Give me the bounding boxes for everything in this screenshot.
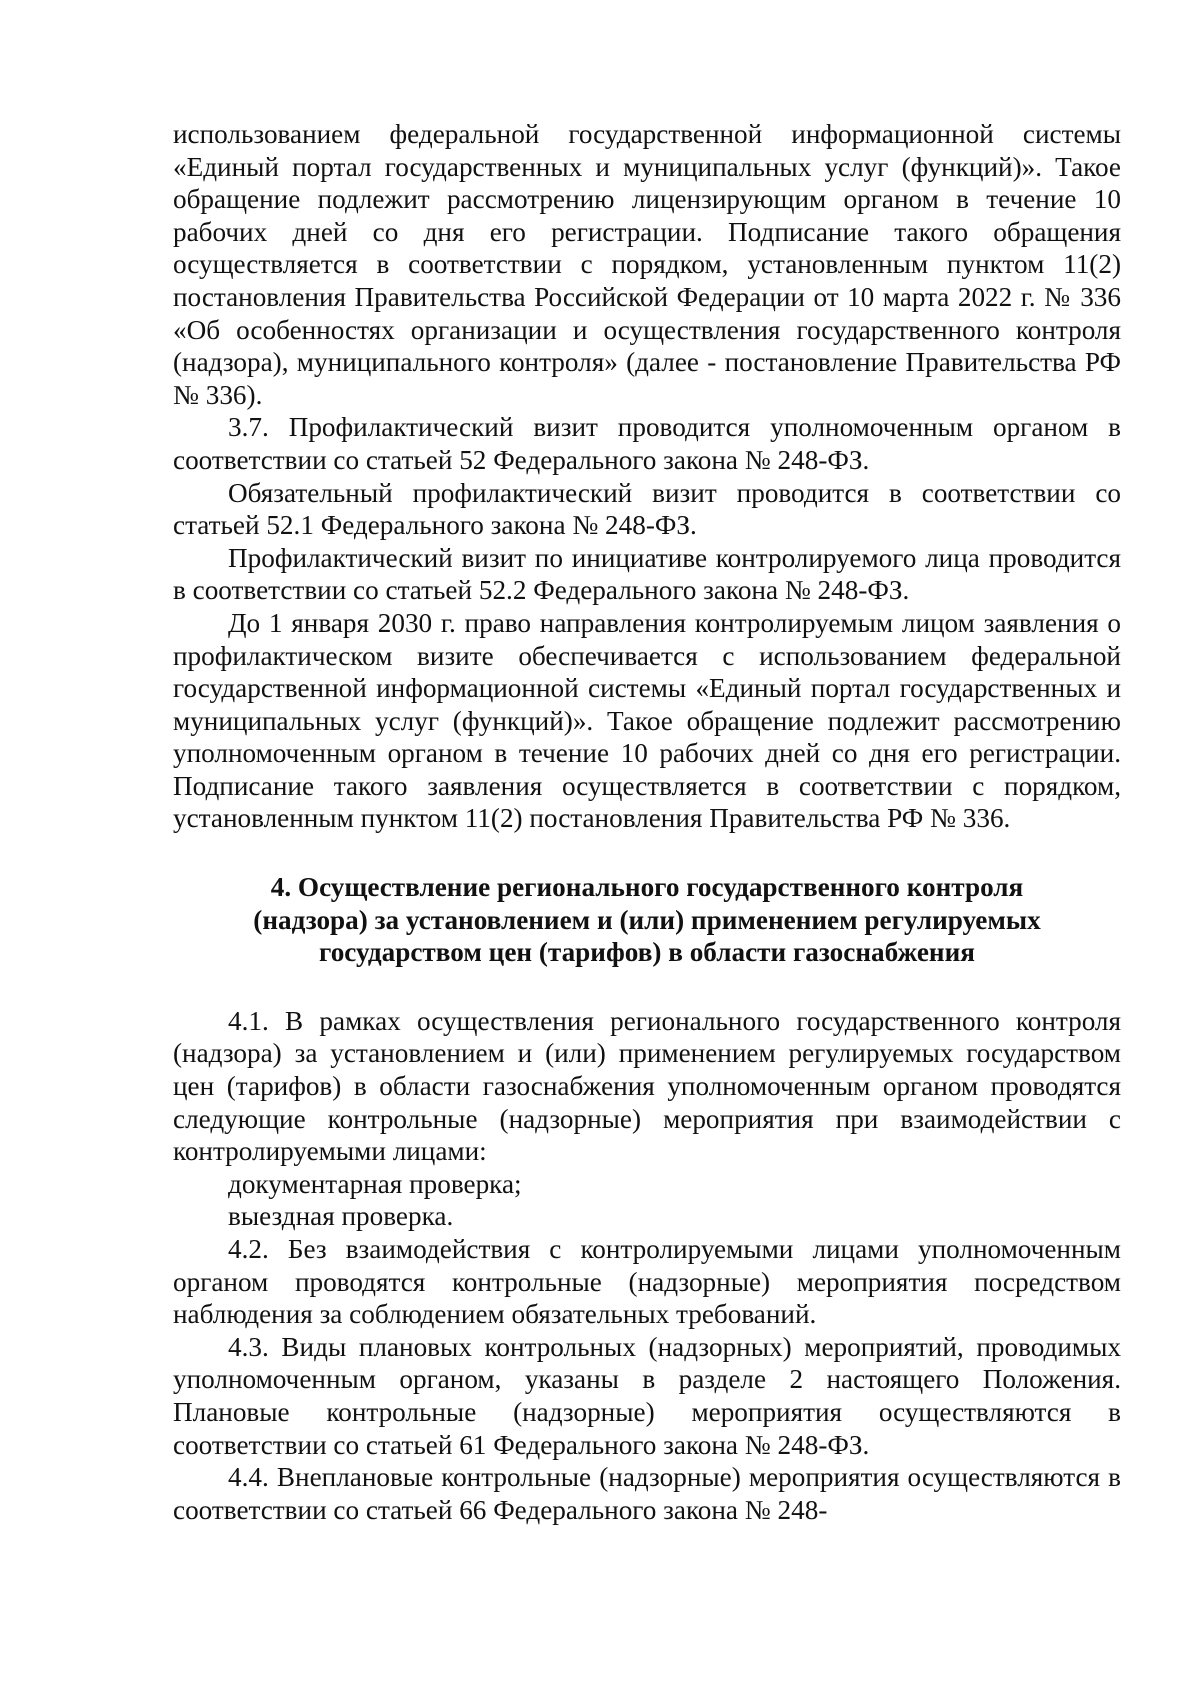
section-4-heading-line: (надзора) за установлением и (или) применением регулируемых [253,904,1041,935]
list-item-field-check: выездная проверка. [228,1201,454,1232]
paragraph-4-1: 4.1. В рамках осуществления регионального государственного контроля (надзора) за установлением и (или) применением регулируемых государством цен (тарифов) в области газоснабжения уполномоченным органом проводятся следующие контрольные (надзорные) мероприятия при взаимодействии с контролируемыми лицами: [173,1005,1121,1167]
paragraph-continuation: использованием федеральной государственной информационной системы «Единый портал государственных и муниципальных услуг (функций)». Такое обращение подлежит рассмотрению лицензирующим органом в течение 10 рабочих дней со дня его регистрации. Подписание такого обращения осуществляется в соответствии с порядком, установленным пунктом 11(2) постановления Правительства Российской Федерации от 10 марта 2022 г. № 336 «Об особенностях организации и осуществления государственного контроля (надзора), муниципального контроля» (далее - постановление Правительства РФ № 336). [173,119,1121,410]
paragraph-initiative-visit: Профилактический визит по инициативе контролируемого лица проводится в соответствии со статьей 52.2 Федерального закона № 248-ФЗ. [173,542,1121,606]
paragraph-4-2: 4.2. Без взаимодействия с контролируемыми лицами уполномоченным органом проводятся контрольные (надзорные) мероприятия посредством наблюдения за соблюдением обязательных требований. [173,1234,1121,1330]
section-4-heading-line: 4. Осуществление регионального государственного контроля [270,872,1024,903]
section-4-heading [173,871,1121,969]
document-page [173,118,1121,1526]
paragraph-portal-application: До 1 января 2030 г. право направления контролируемым лицом заявления о профилактическом визите обеспечивается с использованием федеральной государственной информационной системы «Единый портал государственных и муниципальных услуг (функций)». Такое обращение подлежит рассмотрению уполномоченным органом в течение 10 рабочих дней со дня его регистрации. Подписание такого заявления осуществляется в соответствии с порядком, установленным пунктом 11(2) постановления Правительства РФ № 336. [173,607,1121,834]
paragraph-mandatory-visit: Обязательный профилактический визит проводится в соответствии со статьей 52.1 Федерального закона № 248-ФЗ. [173,477,1121,541]
paragraph-4-4: 4.4. Внеплановые контрольные (надзорные) мероприятия осуществляются в соответствии со статьей 66 Федерального закона № 248- [173,1462,1121,1525]
section-4-heading-line: государством цен (тарифов) в области газоснабжения [319,937,975,968]
list-item-documentary-check: документарная проверка; [228,1168,522,1199]
paragraph-4-3: 4.3. Виды плановых контрольных (надзорных) мероприятий, проводимых уполномоченным органом, указаны в разделе 2 настоящего Положения. Плановые контрольные (надзорные) мероприятия осуществляются в соответствии со статьей 61 Федерального закона № 248-ФЗ. [173,1331,1121,1460]
paragraph-3-7: 3.7. Профилактический визит проводится уполномоченным органом в соответствии со статьей 52 Федерального закона № 248-ФЗ. [173,412,1121,475]
